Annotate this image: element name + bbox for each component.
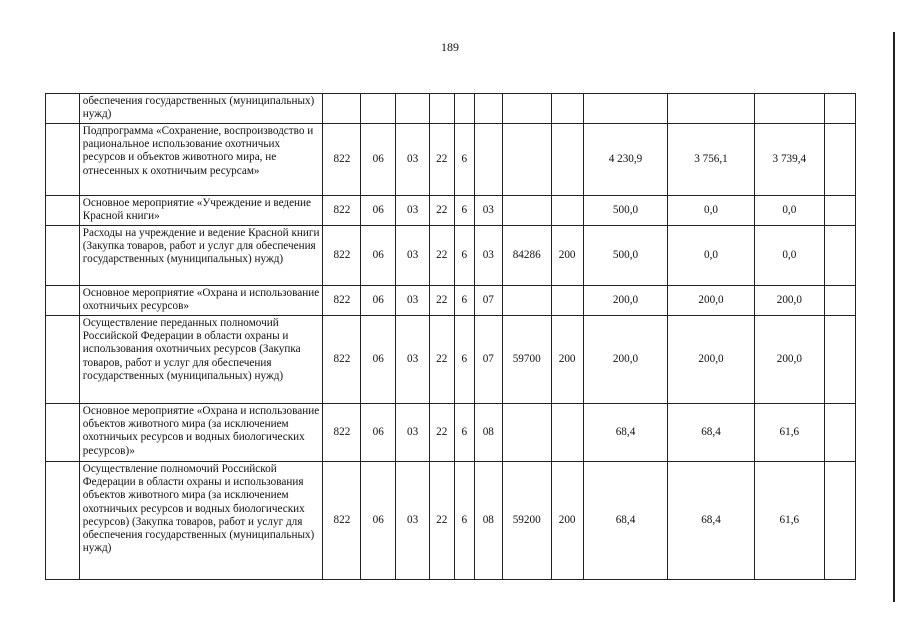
cell-section: 06 (361, 462, 396, 580)
cell-expense-type (551, 404, 583, 462)
cell-direction (502, 94, 551, 124)
cell-ministry-code: 822 (323, 226, 361, 286)
cell-subprogram: 6 (454, 124, 474, 196)
table-row (46, 286, 856, 316)
cell-section: 06 (361, 286, 396, 316)
cell-program: 22 (429, 404, 454, 462)
table-row (46, 196, 856, 226)
cell-amount-2: 0,0 (668, 196, 754, 226)
row-name: Подпрограмма «Сохранение, воспроизводство и рациональное использование охотничьих ресурсов и объектов животного мира, не отнесенных к охотничьим ресурсам» (79, 124, 323, 196)
cell-amount-1: 68,4 (583, 404, 668, 462)
cell-section: 06 (361, 196, 396, 226)
cell-subsection (396, 94, 430, 124)
trailing-cell (825, 316, 856, 404)
cell-amount-3 (754, 94, 825, 124)
cell-subprogram: 6 (454, 226, 474, 286)
cell-measure: 03 (474, 196, 502, 226)
cell-amount-3: 3 739,4 (754, 124, 825, 196)
cell-subsection: 03 (396, 196, 430, 226)
cell-direction (502, 124, 551, 196)
cell-subsection: 03 (396, 124, 430, 196)
cell-amount-1: 200,0 (583, 286, 668, 316)
cell-program (429, 94, 454, 124)
cell-subprogram: 6 (454, 286, 474, 316)
cell-subsection: 03 (396, 404, 430, 462)
cell-amount-1 (583, 94, 668, 124)
table-row (46, 94, 856, 124)
cell-program: 22 (429, 226, 454, 286)
cell-ministry-code: 822 (323, 124, 361, 196)
cell-measure (474, 94, 502, 124)
cell-subprogram (454, 94, 474, 124)
row-name: Осуществление полномочий Российской Федерации в области охраны и использования объектов животного мира (за исключением охотничьих ресурсов и водных биологических ресурсов) (Закупка товаров, работ и услуг для обеспечения государственных (муниципальных) нужд) (79, 462, 323, 580)
cell-direction: 84286 (502, 226, 551, 286)
trailing-cell (825, 124, 856, 196)
cell-measure: 08 (474, 404, 502, 462)
margin-cell (46, 404, 80, 462)
cell-amount-3: 0,0 (754, 196, 825, 226)
cell-amount-3: 200,0 (754, 286, 825, 316)
cell-amount-1: 200,0 (583, 316, 668, 404)
margin-cell (46, 94, 80, 124)
cell-direction: 59200 (502, 462, 551, 580)
cell-program: 22 (429, 316, 454, 404)
row-name: Основное мероприятие «Охрана и использование объектов животного мира (за исключением охотничьих ресурсов и водных биологических ресурсов)» (79, 404, 323, 462)
cell-section: 06 (361, 316, 396, 404)
row-name: Расходы на учреждение и ведение Красной книги (Закупка товаров, работ и услуг для обеспечения государственных (муниципальных) нужд) (79, 226, 323, 286)
cell-amount-1: 500,0 (583, 196, 668, 226)
cell-measure: 07 (474, 316, 502, 404)
trailing-cell (825, 196, 856, 226)
cell-section: 06 (361, 404, 396, 462)
cell-amount-2: 200,0 (668, 286, 754, 316)
cell-amount-2: 68,4 (668, 404, 754, 462)
cell-amount-3: 200,0 (754, 316, 825, 404)
budget-table (45, 93, 856, 580)
cell-measure (474, 124, 502, 196)
cell-ministry-code: 822 (323, 196, 361, 226)
table-row (46, 124, 856, 196)
cell-subsection: 03 (396, 316, 430, 404)
margin-cell (46, 196, 80, 226)
page-number: 189 (441, 40, 459, 54)
cell-measure: 03 (474, 226, 502, 286)
margin-cell (46, 286, 80, 316)
cell-subprogram: 6 (454, 462, 474, 580)
cell-direction (502, 196, 551, 226)
trailing-cell (825, 462, 856, 580)
table-row (46, 462, 856, 580)
cell-direction (502, 404, 551, 462)
trailing-cell (825, 404, 856, 462)
cell-direction (502, 286, 551, 316)
cell-expense-type (551, 286, 583, 316)
cell-expense-type: 200 (551, 226, 583, 286)
margin-cell (46, 124, 80, 196)
cell-measure: 07 (474, 286, 502, 316)
cell-program: 22 (429, 196, 454, 226)
cell-program: 22 (429, 286, 454, 316)
cell-expense-type (551, 124, 583, 196)
trailing-cell (825, 286, 856, 316)
row-name: обеспечения государственных (муниципальных) нужд) (79, 94, 323, 124)
cell-amount-1: 68,4 (583, 462, 668, 580)
cell-section: 06 (361, 226, 396, 286)
row-name: Основное мероприятие «Охрана и использование охотничьих ресурсов» (79, 286, 323, 316)
cell-amount-3: 0,0 (754, 226, 825, 286)
cell-amount-3: 61,6 (754, 404, 825, 462)
trailing-cell (825, 94, 856, 124)
cell-ministry-code: 822 (323, 316, 361, 404)
cell-program: 22 (429, 124, 454, 196)
row-name: Основное мероприятие «Учреждение и ведение Красной книги» (79, 196, 323, 226)
cell-expense-type: 200 (551, 316, 583, 404)
cell-amount-3: 61,6 (754, 462, 825, 580)
trailing-cell (825, 226, 856, 286)
cell-amount-2: 0,0 (668, 226, 754, 286)
cell-amount-2: 68,4 (668, 462, 754, 580)
cell-ministry-code (323, 94, 361, 124)
cell-direction: 59700 (502, 316, 551, 404)
cell-subprogram: 6 (454, 196, 474, 226)
cell-amount-2: 200,0 (668, 316, 754, 404)
table-row (46, 316, 856, 404)
cell-amount-2 (668, 94, 754, 124)
cell-section: 06 (361, 124, 396, 196)
cell-expense-type (551, 94, 583, 124)
cell-subsection: 03 (396, 286, 430, 316)
cell-subsection: 03 (396, 226, 430, 286)
cell-subsection: 03 (396, 462, 430, 580)
cell-expense-type (551, 196, 583, 226)
margin-cell (46, 226, 80, 286)
cell-program: 22 (429, 462, 454, 580)
cell-ministry-code: 822 (323, 286, 361, 316)
cell-ministry-code: 822 (323, 462, 361, 580)
table-row (46, 404, 856, 462)
table-row (46, 226, 856, 286)
cell-section (361, 94, 396, 124)
cell-ministry-code: 822 (323, 404, 361, 462)
margin-cell (46, 462, 80, 580)
cell-amount-2: 3 756,1 (668, 124, 754, 196)
cell-expense-type: 200 (551, 462, 583, 580)
cell-measure: 08 (474, 462, 502, 580)
row-name: Осуществление переданных полномочий Российской Федерации в области охраны и использования охотничьих ресурсов (Закупка товаров, работ и услуг для обеспечения государственных (муниципальных) нужд) (79, 316, 323, 404)
cell-subprogram: 6 (454, 404, 474, 462)
cell-amount-1: 4 230,9 (583, 124, 668, 196)
cell-subprogram: 6 (454, 316, 474, 404)
page-edge-line (893, 32, 895, 602)
margin-cell (46, 316, 80, 404)
cell-amount-1: 500,0 (583, 226, 668, 286)
